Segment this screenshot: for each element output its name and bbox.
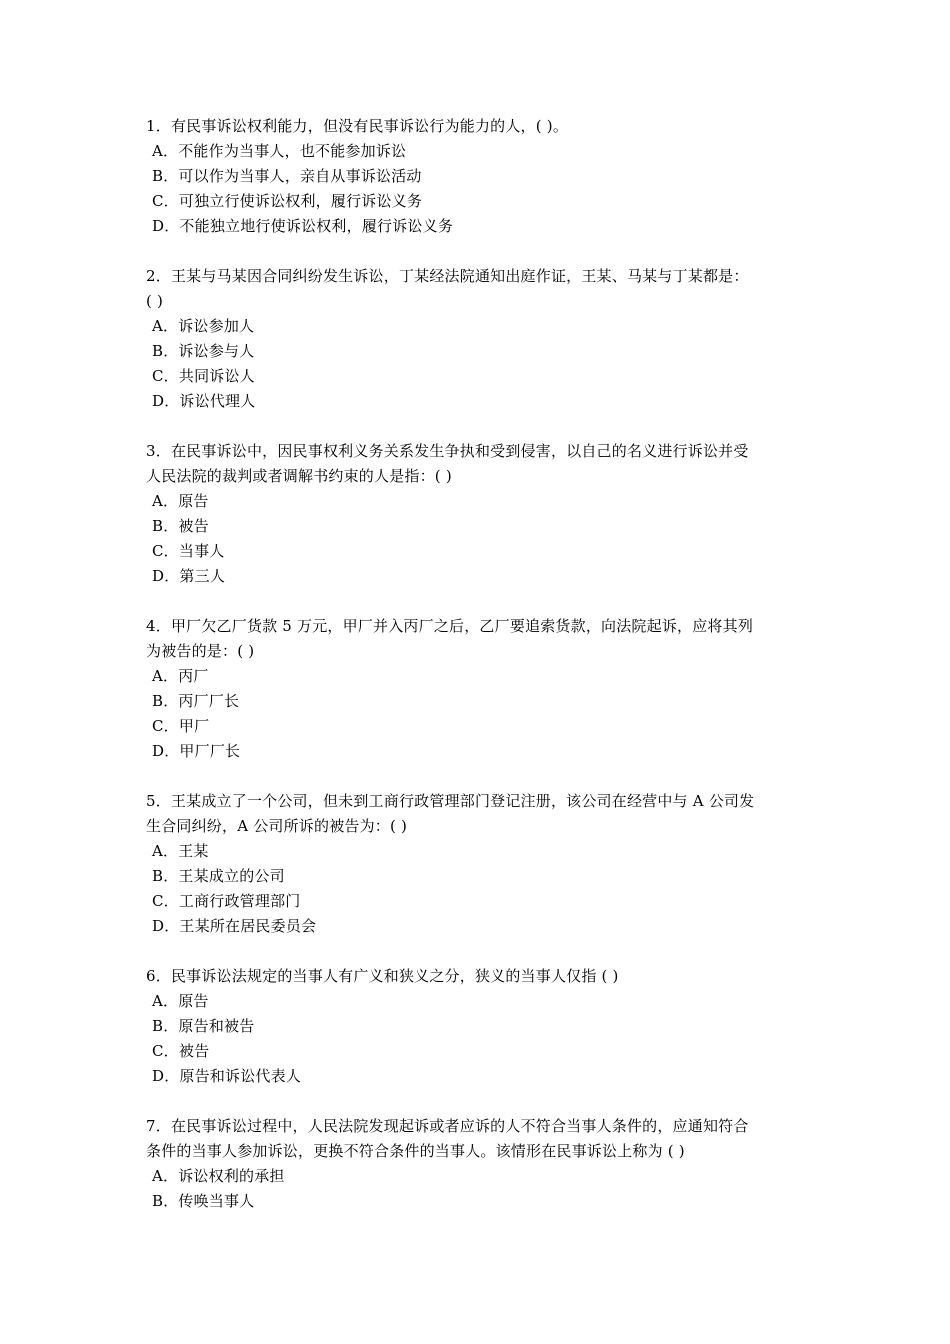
answer-option: B．诉讼参与人 (152, 342, 255, 360)
answer-option: C．工商行政管理部门 (152, 892, 301, 910)
answer-option: D．甲厂厂长 (152, 742, 241, 760)
question-stem-line: 5．王某成立了一个公司，但未到工商行政管理部门登记注册，该公司在经营中与 A 公司发 (146, 792, 755, 810)
answer-option: D．不能独立地行使诉讼权利，履行诉讼义务 (152, 217, 454, 235)
question-list (146, 114, 810, 1239)
question-stem-line: 条件的当事人参加诉讼，更换不符合条件的当事人。该情形在民事诉讼上称为 ( ) (146, 1142, 685, 1160)
answer-option: C．可独立行使诉讼权利，履行诉讼义务 (152, 192, 423, 210)
question-stem-line: 为被告的是：( ) (146, 642, 255, 660)
answer-option: D．王某所在居民委员会 (152, 917, 317, 935)
answer-option: A．原告 (152, 492, 209, 510)
answer-option: A．诉讼参加人 (152, 317, 255, 335)
answer-option: C．被告 (152, 1042, 210, 1060)
answer-option: D．诉讼代理人 (152, 392, 256, 410)
question-block (146, 964, 810, 1089)
answer-option: B．可以作为当事人，亲自从事诉讼活动 (152, 167, 422, 185)
question-stem-line: 4．甲厂欠乙厂货款 5 万元，甲厂并入丙厂之后，乙厂要追索货款，向法院起诉，应将其列 (146, 617, 754, 635)
question-block (146, 1114, 810, 1214)
question-stem-line: 6．民事诉讼法规定的当事人有广义和狭义之分，狭义的当事人仅指 ( ) (146, 967, 619, 985)
question-stem-line: 人民法院的裁判或者调解书约束的人是指：( ) (146, 467, 452, 485)
question-block (146, 789, 810, 939)
answer-option: C．甲厂 (152, 717, 210, 735)
question-block (146, 264, 810, 414)
answer-option: C．当事人 (152, 542, 225, 560)
answer-option: A．原告 (152, 992, 209, 1010)
question-block (146, 114, 810, 239)
answer-option: D．原告和诉讼代表人 (152, 1067, 302, 1085)
question-stem-line: ( ) (146, 292, 164, 310)
answer-option: D．第三人 (152, 567, 226, 585)
question-stem-line: 1．有民事诉讼权利能力，但没有民事诉讼行为能力的人，( )。 (146, 117, 569, 135)
answer-option: A．诉讼权利的承担 (152, 1167, 285, 1185)
answer-option: A．丙厂 (152, 667, 209, 685)
question-stem-line: 7．在民事诉讼过程中，人民法院发现起诉或者应诉的人不符合当事人条件的，应通知符合 (146, 1117, 749, 1135)
question-block (146, 439, 810, 589)
answer-option: B．原告和被告 (152, 1017, 255, 1035)
question-stem-line: 3．在民事诉讼中，因民事权利义务关系发生争执和受到侵害，以自己的名义进行诉讼并受 (146, 442, 749, 460)
answer-option: A．王某 (152, 842, 209, 860)
question-stem-line: 2．王某与马某因合同纠纷发生诉讼，丁某经法院通知出庭作证，王某、马某与丁某都是： (146, 267, 749, 285)
answer-option: C．共同诉讼人 (152, 367, 255, 385)
question-stem-line: 生合同纠纷，A 公司所诉的被告为：( ) (146, 817, 408, 835)
answer-option: B．丙厂厂长 (152, 692, 240, 710)
answer-option: B．传唤当事人 (152, 1192, 255, 1210)
answer-option: B．被告 (152, 517, 209, 535)
answer-option: A．不能作为当事人，也不能参加诉讼 (152, 142, 407, 160)
answer-option: B．王某成立的公司 (152, 867, 285, 885)
question-block (146, 614, 810, 764)
